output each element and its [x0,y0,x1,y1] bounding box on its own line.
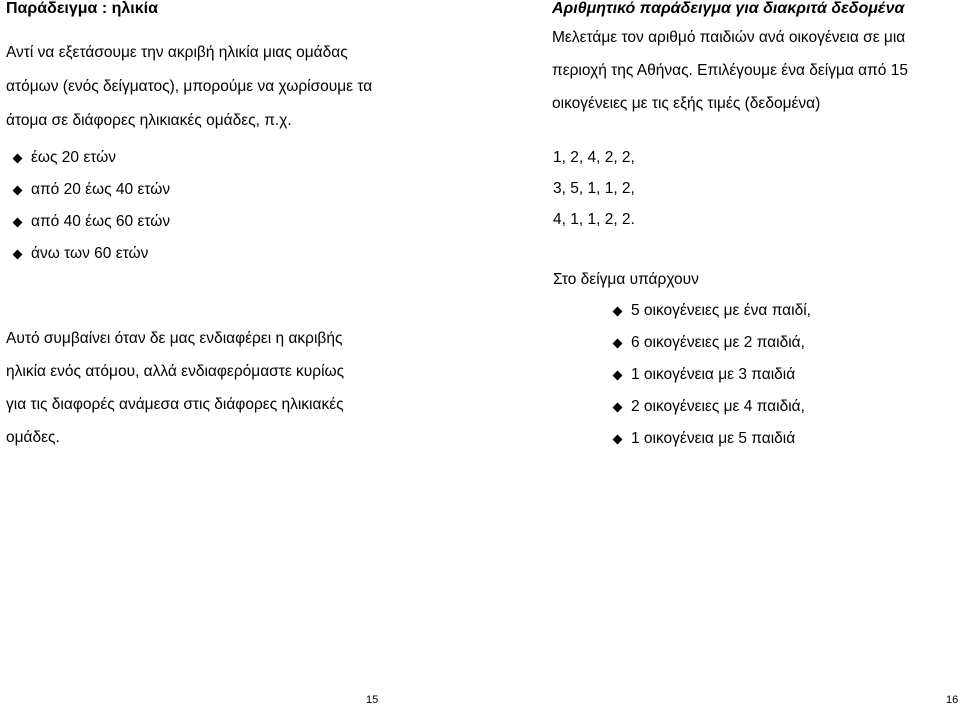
right-page [480,0,960,709]
right-page-title: Αριθμητικό παράδειγμα για διακριτά δεδομένα [552,0,905,17]
left-closing-line: ομάδες. [6,429,60,446]
data-values-list [553,142,635,235]
right-intro-paragraph [552,21,957,120]
diamond-bullet-icon [13,186,23,196]
age-group-item: από 20 έως 40 ετών [14,174,170,206]
diamond-bullet-icon [13,250,23,260]
diamond-bullet-icon [613,307,623,317]
family-counts-list [614,295,811,455]
family-count-item: 2 οικογένειες με 4 παιδιά, [614,391,811,423]
right-intro-line: Μελετάμε τον αριθμό παιδιών ανά οικογένεια σε μια [552,29,906,46]
left-page-title: Παράδειγμα : ηλικία [6,0,158,17]
age-group-item: έως 20 ετών [14,142,170,174]
family-count-item: 1 οικογένεια με 5 παιδιά [614,423,811,455]
left-intro-line: ατόμων (ενός δείγματος), μπορούμε να χωρίσουμε τα [6,78,373,95]
diamond-bullet-icon [613,403,623,413]
diamond-bullet-icon [13,218,23,228]
left-intro-line: άτομα σε διάφορες ηλικιακές ομάδες, π.χ. [6,112,292,129]
diamond-bullet-icon [613,435,623,445]
family-count-item: 6 οικογένειες με 2 παιδιά, [614,327,811,359]
diamond-bullet-icon [613,339,623,349]
left-closing-line: για τις διαφορές ανάμεσα στις διάφορες ηλικιακές [6,396,344,413]
page-number: 16 [946,694,959,706]
page-number: 15 [366,694,379,706]
diamond-bullet-icon [13,154,23,164]
age-group-item: άνω των 60 ετών [14,238,170,270]
family-count-item: 1 οικογένεια με 3 παιδιά [614,359,811,391]
family-count-item: 5 οικογένειες με ένα παιδί, [614,295,811,327]
diamond-bullet-icon [613,371,623,381]
sample-intro: Στο δείγμα υπάρχουν [553,271,699,288]
left-intro-paragraph [6,36,378,138]
left-intro-line: Αντί να εξετάσουμε την ακριβή ηλικία μιας ομάδας [6,44,348,61]
data-values-line: 3, 5, 1, 1, 2, [553,180,635,197]
left-closing-line: Αυτό συμβαίνει όταν δε μας ενδιαφέρει η ακριβής [6,330,343,347]
data-values-line: 4, 1, 1, 2, 2. [553,211,635,228]
right-intro-line: οικογένειες με τις εξής τιμές (δεδομένα) [552,95,821,112]
data-values-line: 1, 2, 4, 2, 2, [553,149,635,166]
left-closing-paragraph [6,322,361,454]
right-intro-line: περιοχή της Αθήνας. Επιλέγουμε ένα δείγμα από 15 [552,62,908,79]
age-group-list [14,142,170,270]
left-closing-line: ηλικία ενός ατόμου, αλλά ενδιαφερόμαστε κυρίως [6,363,345,380]
age-group-item: από 40 έως 60 ετών [14,206,170,238]
